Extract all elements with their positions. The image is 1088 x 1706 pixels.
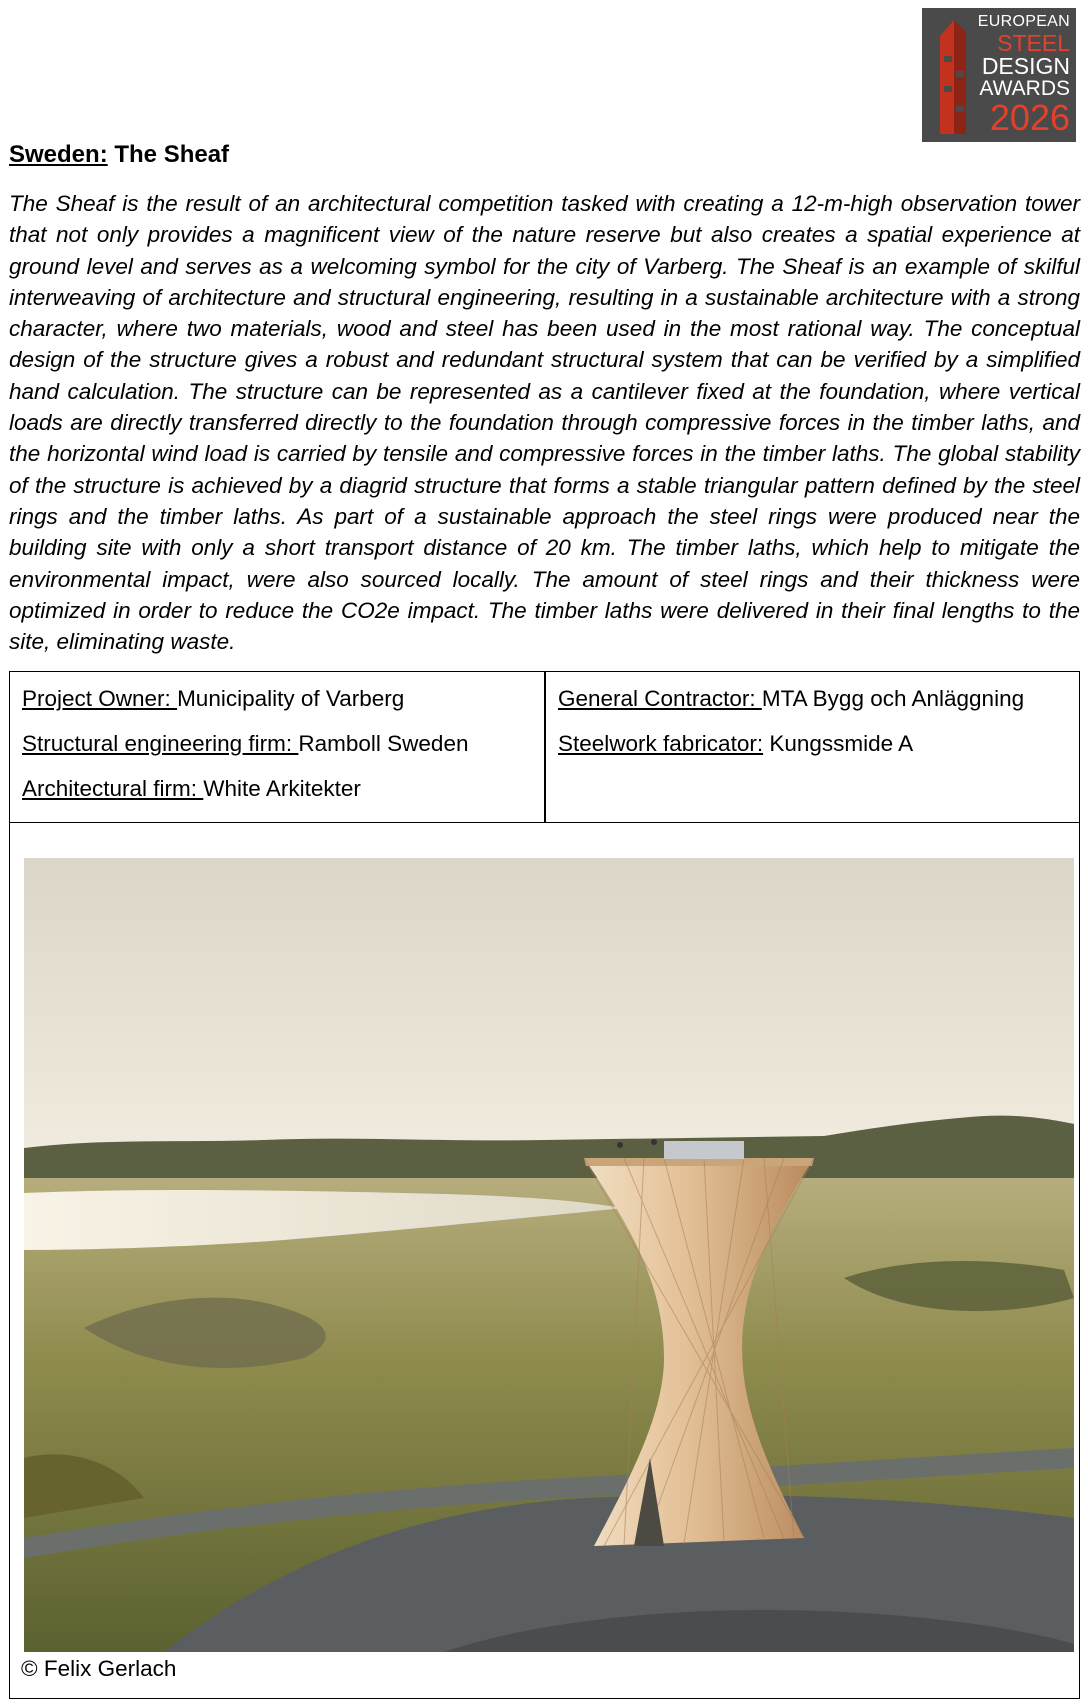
logo-line-european: EUROPEAN <box>977 13 1070 30</box>
steelwork-fabricator-row <box>558 731 1024 776</box>
page-title <box>9 141 229 169</box>
architect-label: Architectural firm: <box>22 776 204 801</box>
tower-logo-graphic <box>932 16 972 136</box>
tower-photo <box>24 858 1074 1652</box>
project-info-table <box>9 671 1080 823</box>
info-column-right <box>558 686 1024 776</box>
project-owner-row <box>22 686 468 731</box>
photo-credit: © Felix Gerlach <box>21 1656 177 1681</box>
project-name: The Sheaf <box>114 141 230 168</box>
logo-text <box>978 14 1070 136</box>
steelwork-fabricator-value: Kungssmide A <box>763 731 914 756</box>
info-column-left <box>22 686 468 821</box>
project-description: The Sheaf is the result of an architectural competition tasked with creating a 12-m-high observation tower that not only provides a magnificent view of the nature reserve but also creates a spatial experience at ground level and serves as a welcoming symbol for the city of Varberg. The Sheaf is an example of skilful interweaving of architecture and structural engineering, resulting in a sustainable architecture with a strong character, where two materials, wood and steel has been used in the most rational way. The conceptual design of the structure gives a robust and redundant structural system that can be verified by a simplified hand calculation. The structure can be represented as a cantilever fixed at the foundation, where vertical loads are directly transferred directly to the foundation through compressive forces in the timber laths, and the horizontal wind load is carried by tensile and compressive forces in the timber laths. The global stability of the structure is achieved by a diagrid structure that forms a stable triangular pattern defined by the steel rings and the timber laths. As part of a sustainable approach the steel rings were produced near the building site with only a short transport distance of 20 km. The timber laths, which help to mitigate the environmental impact, were also sourced locally. The amount of steel rings and their thickness were optimized in order to reduce the CO2e impact. The timber laths were delivered in their final lengths to the site, eliminating waste. <box>9 191 1080 655</box>
esda-logo <box>922 8 1076 142</box>
structural-engineer-row <box>22 731 468 776</box>
structural-engineer-value: Ramboll Sweden <box>298 731 469 756</box>
architect-row <box>22 776 468 821</box>
general-contractor-row <box>558 686 1024 731</box>
logo-line-steel: STEEL <box>997 30 1070 56</box>
structural-engineer-label: Structural engineering firm: <box>22 731 299 756</box>
general-contractor-value: MTA Bygg och Anläggning <box>761 686 1025 711</box>
country-label: Sweden: <box>9 141 108 168</box>
logo-line-awards: AWARDS <box>979 77 1070 100</box>
logo-line-design: DESIGN <box>981 53 1070 79</box>
general-contractor-label: General Contractor: <box>558 686 762 711</box>
architect-value: White Arkitekter <box>203 776 361 801</box>
tower-photo-illustration <box>24 858 1074 1652</box>
table-divider <box>544 672 546 822</box>
project-owner-label: Project Owner: <box>22 686 178 711</box>
project-owner-value: Municipality of Varberg <box>177 686 405 711</box>
steelwork-fabricator-label: Steelwork fabricator: <box>558 731 764 756</box>
logo-line-year: 2026 <box>989 97 1070 138</box>
